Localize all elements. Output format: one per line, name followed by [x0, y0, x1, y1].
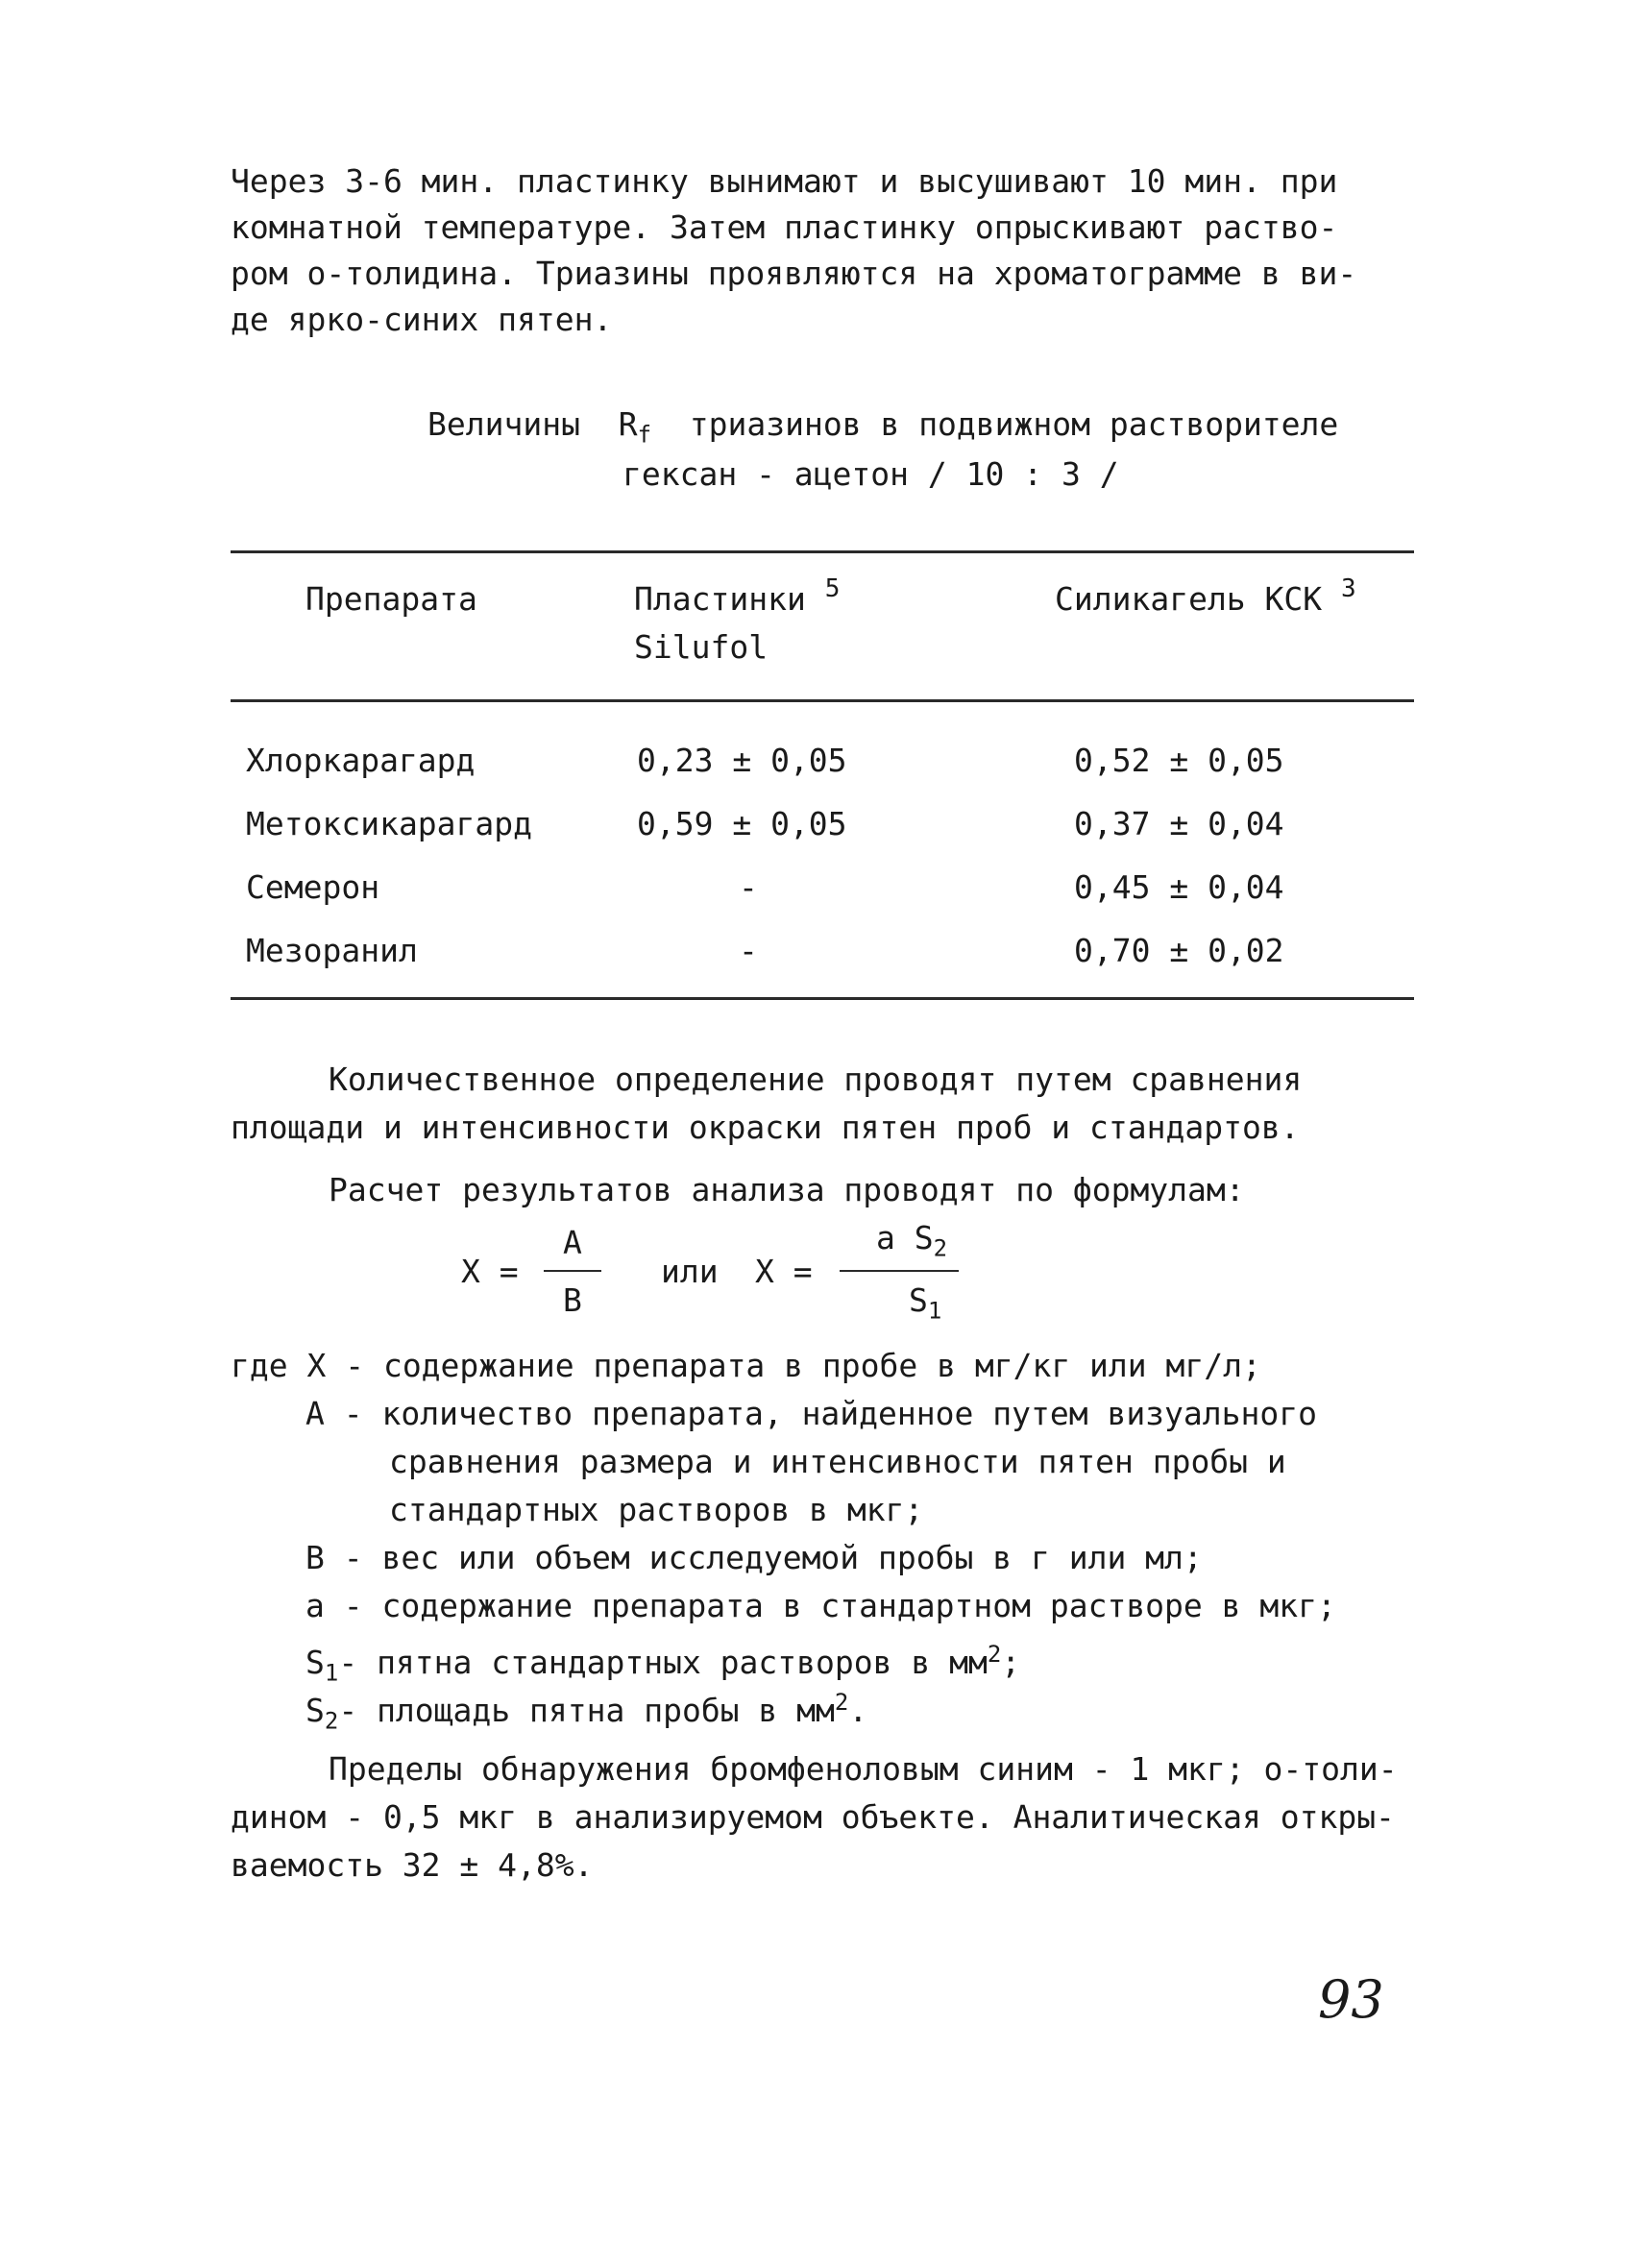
row-name: Мезоранил [246, 932, 418, 969]
row-ksk: 0,45 ± 0,04 [1074, 868, 1284, 906]
definition-unit-exp: 2 [834, 1689, 849, 1716]
definition-symbol: B [305, 1539, 325, 1576]
definition-text: - содержание препарата в стандартном растворе в мкг; [324, 1587, 1336, 1624]
limit-line: ваемость 32 ± 4,8%. [231, 1846, 594, 1884]
definition-item [305, 1535, 1203, 1581]
row-silufol: - [739, 932, 758, 969]
definition-item [305, 1391, 1317, 1437]
row-name: Семерон [246, 868, 380, 906]
row-name: Метоксикарагард [246, 805, 533, 842]
definition-continuation: стандартных растворов в мкг; [389, 1491, 924, 1528]
definition-text: - вес или объем исследуемой пробы в г или мл; [324, 1539, 1203, 1576]
definition-tail: . [848, 1692, 868, 1729]
definition-text: - площадь пятна пробы в мм [338, 1692, 835, 1729]
table-caption-line2: гексан - ацетон / 10 : 3 / [622, 455, 1119, 493]
formula-fraction-bar1 [544, 1270, 601, 1272]
formula-num1: A [563, 1224, 582, 1261]
formula-den2 [909, 1278, 941, 1334]
header-preparation-text: Препарата [305, 580, 477, 618]
formula-lhs1: X = [461, 1253, 519, 1290]
definition-symbol: S [305, 1692, 325, 1729]
header-silufol [634, 576, 840, 625]
table-bottom-rule [231, 997, 1414, 1000]
definition-text: - пятна стандартных растворов в мм [338, 1644, 988, 1681]
formula-den2-main: S [909, 1281, 928, 1319]
definition-symbol-sub: 2 [324, 1707, 339, 1735]
quant-line: Количественное определение проводят путем сравнения [329, 1061, 1303, 1098]
caption-suffix: триазинов в подвижном растворителе [689, 405, 1339, 443]
definition-item [231, 1343, 1261, 1389]
row-name: Хлоркарагард [246, 742, 476, 779]
header-silicagel-text: Силикагель КСК [1055, 580, 1323, 618]
rf-symbol [618, 405, 652, 449]
calc-line: Расчет результатов анализа проводят по формулам: [329, 1171, 1245, 1208]
intro-line: комнатной температуре. Затем пластинку опрыскивают раство- [231, 208, 1338, 246]
row-silufol: - [739, 868, 758, 906]
formula-num2-sub: 2 [933, 1234, 948, 1262]
formula-or: или [661, 1253, 719, 1290]
header-silicagel [1055, 576, 1356, 625]
header-silufol-line2: Silufol [634, 628, 769, 666]
definition-symbol: A [305, 1395, 325, 1432]
formula-num2 [876, 1215, 947, 1272]
formula-fraction-bar2 [840, 1270, 959, 1272]
quant-line: площади и интенсивности окраски пятен проб и стандартов. [231, 1109, 1300, 1146]
definition-tail: ; [1001, 1644, 1021, 1681]
definition-unit-exp: 2 [987, 1641, 1002, 1668]
definition-item [305, 1679, 867, 1744]
row-silufol: 0,59 ± 0,05 [637, 805, 847, 842]
intro-paragraph [231, 159, 1356, 343]
intro-line: Через 3-6 мин. пластинку вынимают и высушивают 10 мин. при [231, 162, 1338, 200]
definition-symbol-sub: 1 [324, 1659, 339, 1687]
definition-symbol: a [305, 1587, 325, 1624]
limit-line: Пределы обнаружения бромфеноловым синим - 1 мкг; о-толи- [329, 1750, 1398, 1788]
row-ksk: 0,52 ± 0,05 [1074, 742, 1284, 779]
intro-line: де ярко-синих пятен. [231, 301, 613, 338]
row-ksk: 0,37 ± 0,04 [1074, 805, 1284, 842]
table-caption-line1 [427, 402, 1338, 458]
header-silicagel-ref: 3 [1341, 574, 1356, 603]
rf-main: R [618, 405, 638, 443]
definition-item [305, 1583, 1336, 1629]
formula-den1: B [563, 1281, 582, 1319]
header-silufol-text: Пластинки [634, 580, 806, 618]
caption-prefix: Величины [427, 405, 580, 443]
limit-line: дином - 0,5 мкг в анализируемом объекте. Аналитическая откры- [231, 1798, 1395, 1836]
definition-continuation: сравнения размера и интенсивности пятен пробы и [389, 1443, 1286, 1480]
rf-sub: f [637, 421, 652, 449]
formula-num2-main: a S [876, 1219, 934, 1256]
page-number: 93 [1318, 1969, 1384, 2030]
header-silufol-ref: 5 [824, 574, 841, 603]
definition-lead: где X [231, 1347, 327, 1384]
row-ksk: 0,70 ± 0,02 [1074, 932, 1284, 969]
table-header-rule [231, 699, 1414, 702]
formula-lhs2: X = [755, 1253, 813, 1290]
header-preparation [305, 576, 477, 622]
table-top-rule [231, 550, 1414, 553]
intro-line: ром о-толидина. Триазины проявляются на хроматограмме в ви- [231, 255, 1357, 292]
definition-text: - содержание препарата в пробе в мг/кг или мг/л; [326, 1347, 1261, 1384]
definition-symbol: S [305, 1644, 325, 1681]
definition-text: - количество препарата, найденное путем визуального [324, 1395, 1317, 1432]
row-silufol: 0,23 ± 0,05 [637, 742, 847, 779]
formula-den2-sub: 1 [927, 1297, 942, 1325]
